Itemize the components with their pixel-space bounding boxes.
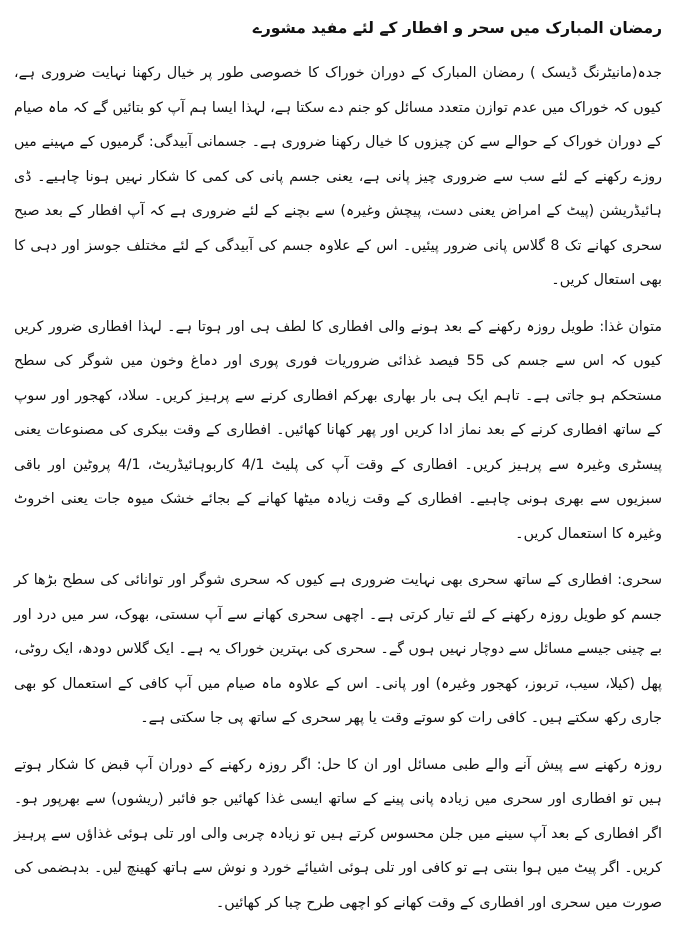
paragraph-intro-hydration: جدہ(مانیٹرنگ ڈیسک ) رمضان المبارک کے دوران خوراک کا خصوصی طور پر خیال رکھنا نہایت ضروری ہے، کیوں کہ خوراک میں عدم توازن متعدد مسائل کو جنم دے سکتا ہے، لہذا ایسا ہم آپ کو بتائیں گے کہ ماہ صیام کے دوران خوراک کے حوالے سے کن چیزوں کا خیال رکھنا ضروری ہے۔ جسمانی آبیدگی: گرمیوں کے مہینے میں روزے رکھنے کے لئے سب سے ضروری چیز پانی ہے، یعنی جسم پانی کی کمی کا شکار نہیں ہونا چاہیے۔ ڈی ہائیڈریشن (پیٹ کے امراض یعنی دست، پیچش وغیرہ) سے بچنے کے لئے ضروری ہے کہ آپ افطار کے بعد صبح سحری کھانے تک 8 گلاس پانی ضرور پیئیں۔ اس کے علاوہ جسم کی آبیدگی کے لئے مختلف جوسز اور دہی کا بھی استعال کریں۔ — [14, 65, 662, 288]
article-title: رمضان المبارک میں سحر و افطار کے لئے مفید مشورے — [252, 19, 662, 37]
paragraph-balanced-diet: متوان غذا: طویل روزہ رکھنے کے بعد ہونے والی افطاری کا لطف ہی اور ہوتا ہے۔ لہذا افطاری ضرور کریں کیوں کہ اس سے جسم کی 55 فیصد غذائی ضروریات فوری پوری اور دماغ وخون میں شوگر کی سطح مستحکم ہو جاتی ہے۔ تاہم ایک ہی بار بھاری بھرکم افطاری کرنے سے پرہیز کریں۔ سلاد، کھجور اور سوپ کے ساتھ افطاری کرنے کے بعد نماز ادا کریں اور پھر کھانا کھائیں۔ افطاری کے وقت بیکری کی مصنوعات یعنی پیسٹری وغیرہ سے پرہیز کریں۔ افطاری کے وقت آپ کی پلیٹ 4/1 کاربوہائیڈریٹ، 4/1 پروٹین اور باقی سبزیوں سے بھری ہونی چاہیے۔ افطاری کے وقت زیادہ میٹھا کھانے کے بجائے خشک میوہ جات یعنی اخروٹ وغیرہ کا استعمال کریں۔ — [14, 318, 663, 542]
paragraph-health-issues: روزہ رکھنے سے پیش آنے والے طبی مسائل اور ان کا حل: اگر روزہ رکھنے کے دوران آپ قبض کا شکار ہوتے ہیں تو افطاری اور سحری میں زیادہ پانی پینے کے ساتھ ایسی غذا کھائیں جو فائبر (ریشوں) سے بھرپور ہو۔ اگر افطاری کے بعد آپ سینے میں جلن محسوس کرتے ہیں تو زیادہ چربی والی اور تلی ہوئی غذاؤں سے پرہیز کریں۔ اگر پیٹ میں ہوا بنتی ہے تو کافی اور تلی ہوئی اشیائے خورد و نوش سے ہاتھ کھینچ لیں۔ بدہضمی کی صورت میں سحری اور افطاری کے وقت کھانے کو اچھی طرح چبا کر کھائیں۔ — [14, 756, 662, 911]
paragraph-sehri: سحری: افطاری کے ساتھ سحری بھی نہایت ضروری ہے کیوں کہ سحری شوگر اور توانائی کی سطح بڑھا کر جسم کو طویل روزہ رکھنے کے لئے تیار کرتی ہے۔ اچھی سحری کھانے سے آپ سستی، بھوک، سر میں درد اور بے چینی جیسے مسائل سے دوچار نہیں ہوں گے۔ سحری کی بہترین خوراک یہ ہے۔ ایک گلاس دودھ، ایک روٹی، پھل (کیلا، سیب، تربوز، کھجور وغیرہ) اور پانی۔ اس کے علاوہ ماہ صیام میں آپ کافی کے استعمال کو بھی جاری رکھ سکتے ہیں۔ کافی رات کو سوتے وقت یا پھر سحری کے ساتھ پی جا سکتی ہے۔ — [14, 572, 662, 726]
